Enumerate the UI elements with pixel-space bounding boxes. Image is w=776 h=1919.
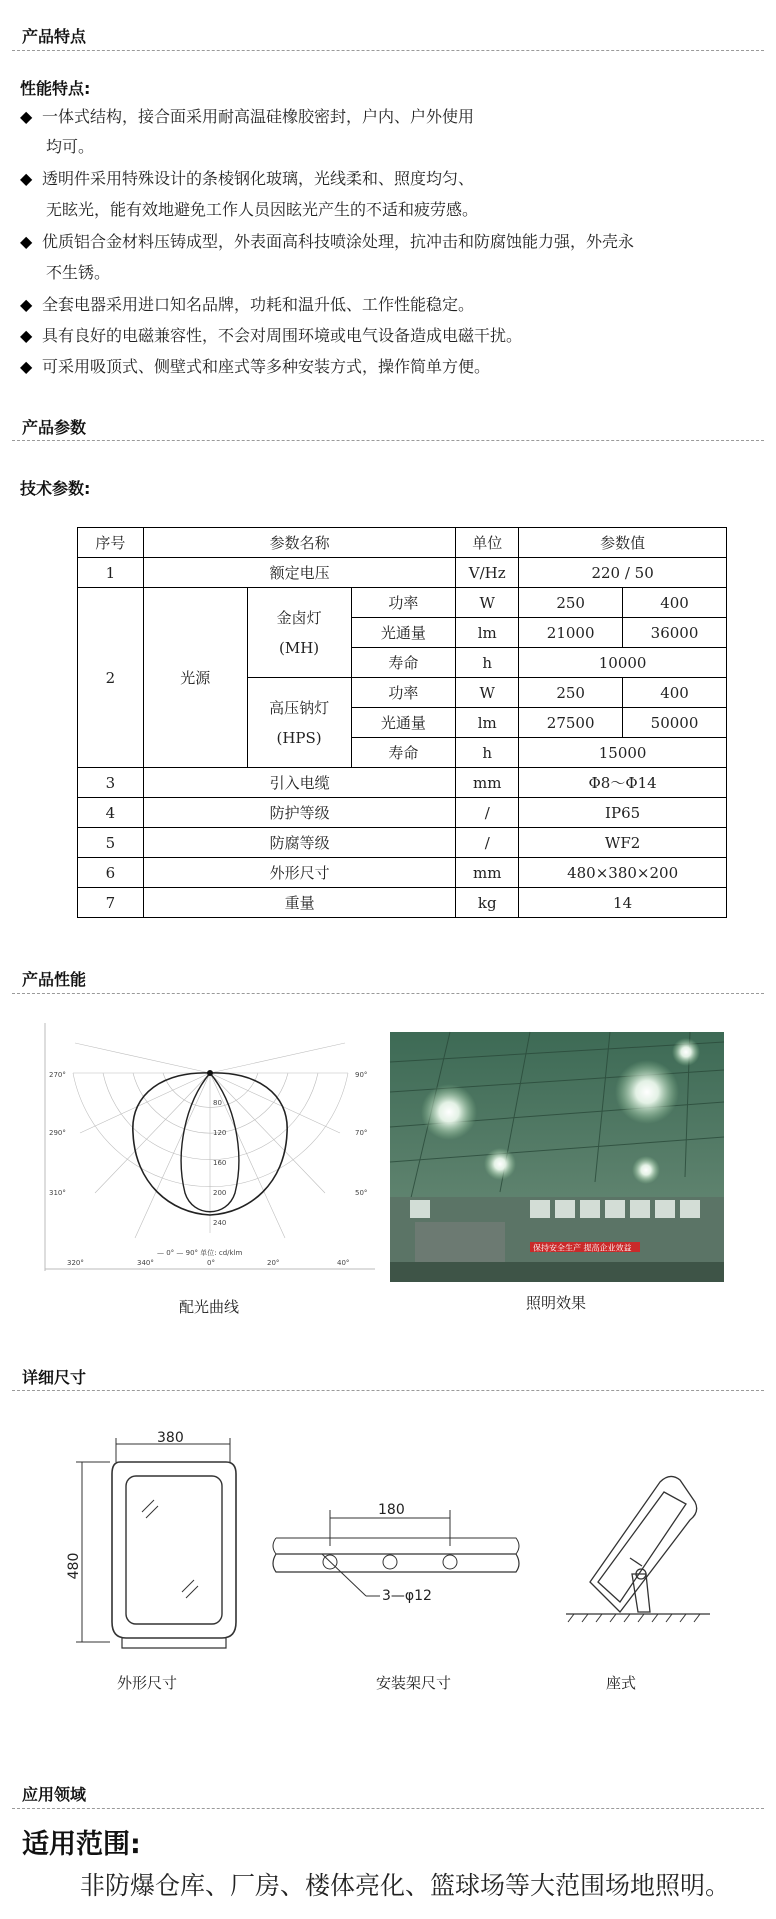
table-cell: 光通量 (351, 708, 456, 738)
table-cell: 功率 (351, 588, 456, 618)
hps-code: (HPS) (276, 728, 322, 747)
table-cell: 250 (519, 588, 623, 618)
diamond-bullet-icon: ◆ (20, 232, 33, 251)
application-title: 适用范围: (22, 1829, 141, 1860)
table-cell: 250 (519, 678, 623, 708)
radial-label: 120 (213, 1129, 227, 1137)
table-cell: kg (456, 888, 519, 918)
mh-code: (MH) (279, 638, 320, 657)
table-cell: V/Hz (456, 558, 519, 588)
table-cell: 1 (78, 558, 144, 588)
radial-label: 80 (213, 1099, 222, 1107)
table-cell: 2 (78, 588, 144, 768)
table-cell: 15000 (519, 738, 727, 768)
diamond-bullet-icon: ◆ (20, 326, 33, 345)
diamond-bullet-icon: ◆ (20, 169, 33, 188)
table-cell: h (456, 738, 519, 768)
lighting-effect-photo (390, 1032, 724, 1282)
table-cell: 4 (78, 798, 144, 828)
table-cell: 14 (519, 888, 727, 918)
radial-label: 200 (213, 1189, 227, 1197)
angle-label: 50° (355, 1189, 368, 1197)
bracket-caption: 安装架尺寸 (376, 1674, 452, 1692)
section-title-features: 产品特点 (22, 27, 87, 46)
section-title-performance: 产品性能 (22, 970, 87, 989)
angle-label: 90° (355, 1071, 368, 1079)
table-row (78, 888, 727, 918)
table-cell: 防腐等级 (143, 828, 455, 858)
table-cell: 480×380×200 (519, 858, 727, 888)
table-cell: / (456, 798, 519, 828)
angle-label: 40° (337, 1259, 350, 1267)
photo-caption: 照明效果 (526, 1294, 587, 1312)
table-cell: 重量 (143, 888, 455, 918)
hole-spacing-dimension: 180 (378, 1502, 405, 1518)
table-cell: mm (456, 768, 519, 798)
application-text: 非防爆仓库、厂房、楼体亮化、篮球场等大范围场地照明。 (80, 1871, 731, 1900)
section-divider (12, 1390, 764, 1391)
outline-drawing (66, 1430, 240, 1662)
angle-label: 310° (49, 1189, 66, 1197)
mh-name: 金卤灯 (276, 608, 322, 627)
table-cell: 50000 (623, 708, 727, 738)
table-cell: 外形尺寸 (143, 858, 455, 888)
radial-label: 240 (213, 1219, 227, 1227)
section-divider (12, 440, 764, 441)
section-divider (12, 50, 764, 51)
table-header-row (78, 528, 727, 558)
table-cell: 光源 (143, 588, 247, 768)
feature-line: ◆ 透明件采用特殊设计的条棱钢化玻璃，光线柔和、照度均匀、 (20, 169, 475, 188)
angle-label: 290° (49, 1129, 66, 1137)
params-subtitle: 技术参数: (20, 479, 91, 498)
curve-caption: 配光曲线 (179, 1298, 240, 1316)
section-divider (12, 1808, 764, 1809)
outline-caption: 外形尺寸 (117, 1674, 178, 1692)
table-cell: WF2 (519, 828, 727, 858)
angle-label: 20° (267, 1259, 280, 1267)
feature-line: ◆ 具有良好的电磁兼容性，不会对周围环境或电气设备造成电磁干扰。 (20, 326, 523, 345)
table-cell: Φ8～Φ14 (519, 768, 727, 798)
bracket-drawing (270, 1496, 530, 1606)
table-cell: 防护等级 (143, 798, 455, 828)
table-row (78, 858, 727, 888)
header-cell: 序号 (78, 528, 144, 558)
header-cell: 参数值 (519, 528, 727, 558)
angle-label: 0° (207, 1259, 215, 1267)
table-row (78, 828, 727, 858)
table-cell: 引入电缆 (143, 768, 455, 798)
curve-legend: — 0° — 90° 单位: cd/klm (157, 1249, 243, 1257)
table-cell: / (456, 828, 519, 858)
table-row (78, 588, 727, 618)
table-cell: 400 (623, 678, 727, 708)
feature-line: ◆ 优质铝合金材料压铸成型，外表面高科技喷涂处理，抗冲击和防腐蚀能力强，外壳永 (20, 232, 635, 251)
diamond-bullet-icon: ◆ (20, 295, 33, 314)
seat-mount-drawing (560, 1462, 720, 1632)
table-cell: 10000 (519, 648, 727, 678)
section-divider (12, 993, 764, 994)
table-cell: 220 / 50 (519, 558, 727, 588)
table-cell: 寿命 (351, 738, 456, 768)
table-cell: lm (456, 618, 519, 648)
feature-line-cont: 不生锈。 (46, 263, 111, 282)
table-cell: 21000 (519, 618, 623, 648)
feature-line-cont: 均可。 (46, 137, 95, 156)
table-cell-mh (247, 588, 351, 678)
angle-label: 320° (67, 1259, 84, 1267)
feature-line: ◆ 一体式结构，接合面采用耐高温硅橡胶密封，户内、户外使用 (20, 107, 475, 126)
factory-banner: 保持安全生产 提高企业效益 (533, 1243, 632, 1253)
table-row (78, 798, 727, 828)
params-table (77, 527, 727, 918)
radial-label: 160 (213, 1159, 227, 1167)
table-cell: 27500 (519, 708, 623, 738)
table-cell: 36000 (623, 618, 727, 648)
feature-line: ◆ 全套电器采用进口知名品牌，功耗和温升低、工作性能稳定。 (20, 295, 475, 314)
table-cell: W (456, 678, 519, 708)
table-cell: 400 (623, 588, 727, 618)
table-cell: 6 (78, 858, 144, 888)
diamond-bullet-icon: ◆ (20, 107, 33, 126)
angle-label: 270° (49, 1071, 66, 1079)
table-cell: 5 (78, 828, 144, 858)
section-title-params: 产品参数 (22, 418, 87, 437)
table-cell: W (456, 588, 519, 618)
table-cell: h (456, 648, 519, 678)
table-cell: 7 (78, 888, 144, 918)
table-cell: 额定电压 (143, 558, 455, 588)
section-title-dimensions: 详细尺寸 (22, 1368, 87, 1387)
section-title-application: 应用领域 (22, 1785, 87, 1804)
width-dimension: 380 (157, 1430, 184, 1446)
hps-name: 高压钠灯 (269, 698, 330, 717)
header-cell: 参数名称 (143, 528, 455, 558)
height-dimension: 480 (66, 1552, 82, 1580)
angle-label: 340° (137, 1259, 154, 1267)
table-cell: 寿命 (351, 648, 456, 678)
table-row (78, 768, 727, 798)
seat-caption: 座式 (606, 1674, 637, 1692)
table-cell: 3 (78, 768, 144, 798)
feature-line-cont: 无眩光，能有效地避免工作人员因眩光产生的不适和疲劳感。 (46, 200, 479, 219)
feature-line: ◆ 可采用吸顶式、侧壁式和座式等多种安装方式，操作简单方便。 (20, 357, 491, 376)
hole-spec-label: 3—φ12 (382, 1588, 432, 1604)
features-subtitle: 性能特点: (20, 79, 91, 98)
table-cell: 光通量 (351, 618, 456, 648)
header-cell: 单位 (456, 528, 519, 558)
table-cell: mm (456, 858, 519, 888)
table-row (78, 558, 727, 588)
table-cell: IP65 (519, 798, 727, 828)
table-cell-hps (247, 678, 351, 768)
light-distribution-curve (45, 1023, 375, 1271)
angle-label: 70° (355, 1129, 368, 1137)
table-cell: 功率 (351, 678, 456, 708)
diamond-bullet-icon: ◆ (20, 357, 33, 376)
table-cell: lm (456, 708, 519, 738)
